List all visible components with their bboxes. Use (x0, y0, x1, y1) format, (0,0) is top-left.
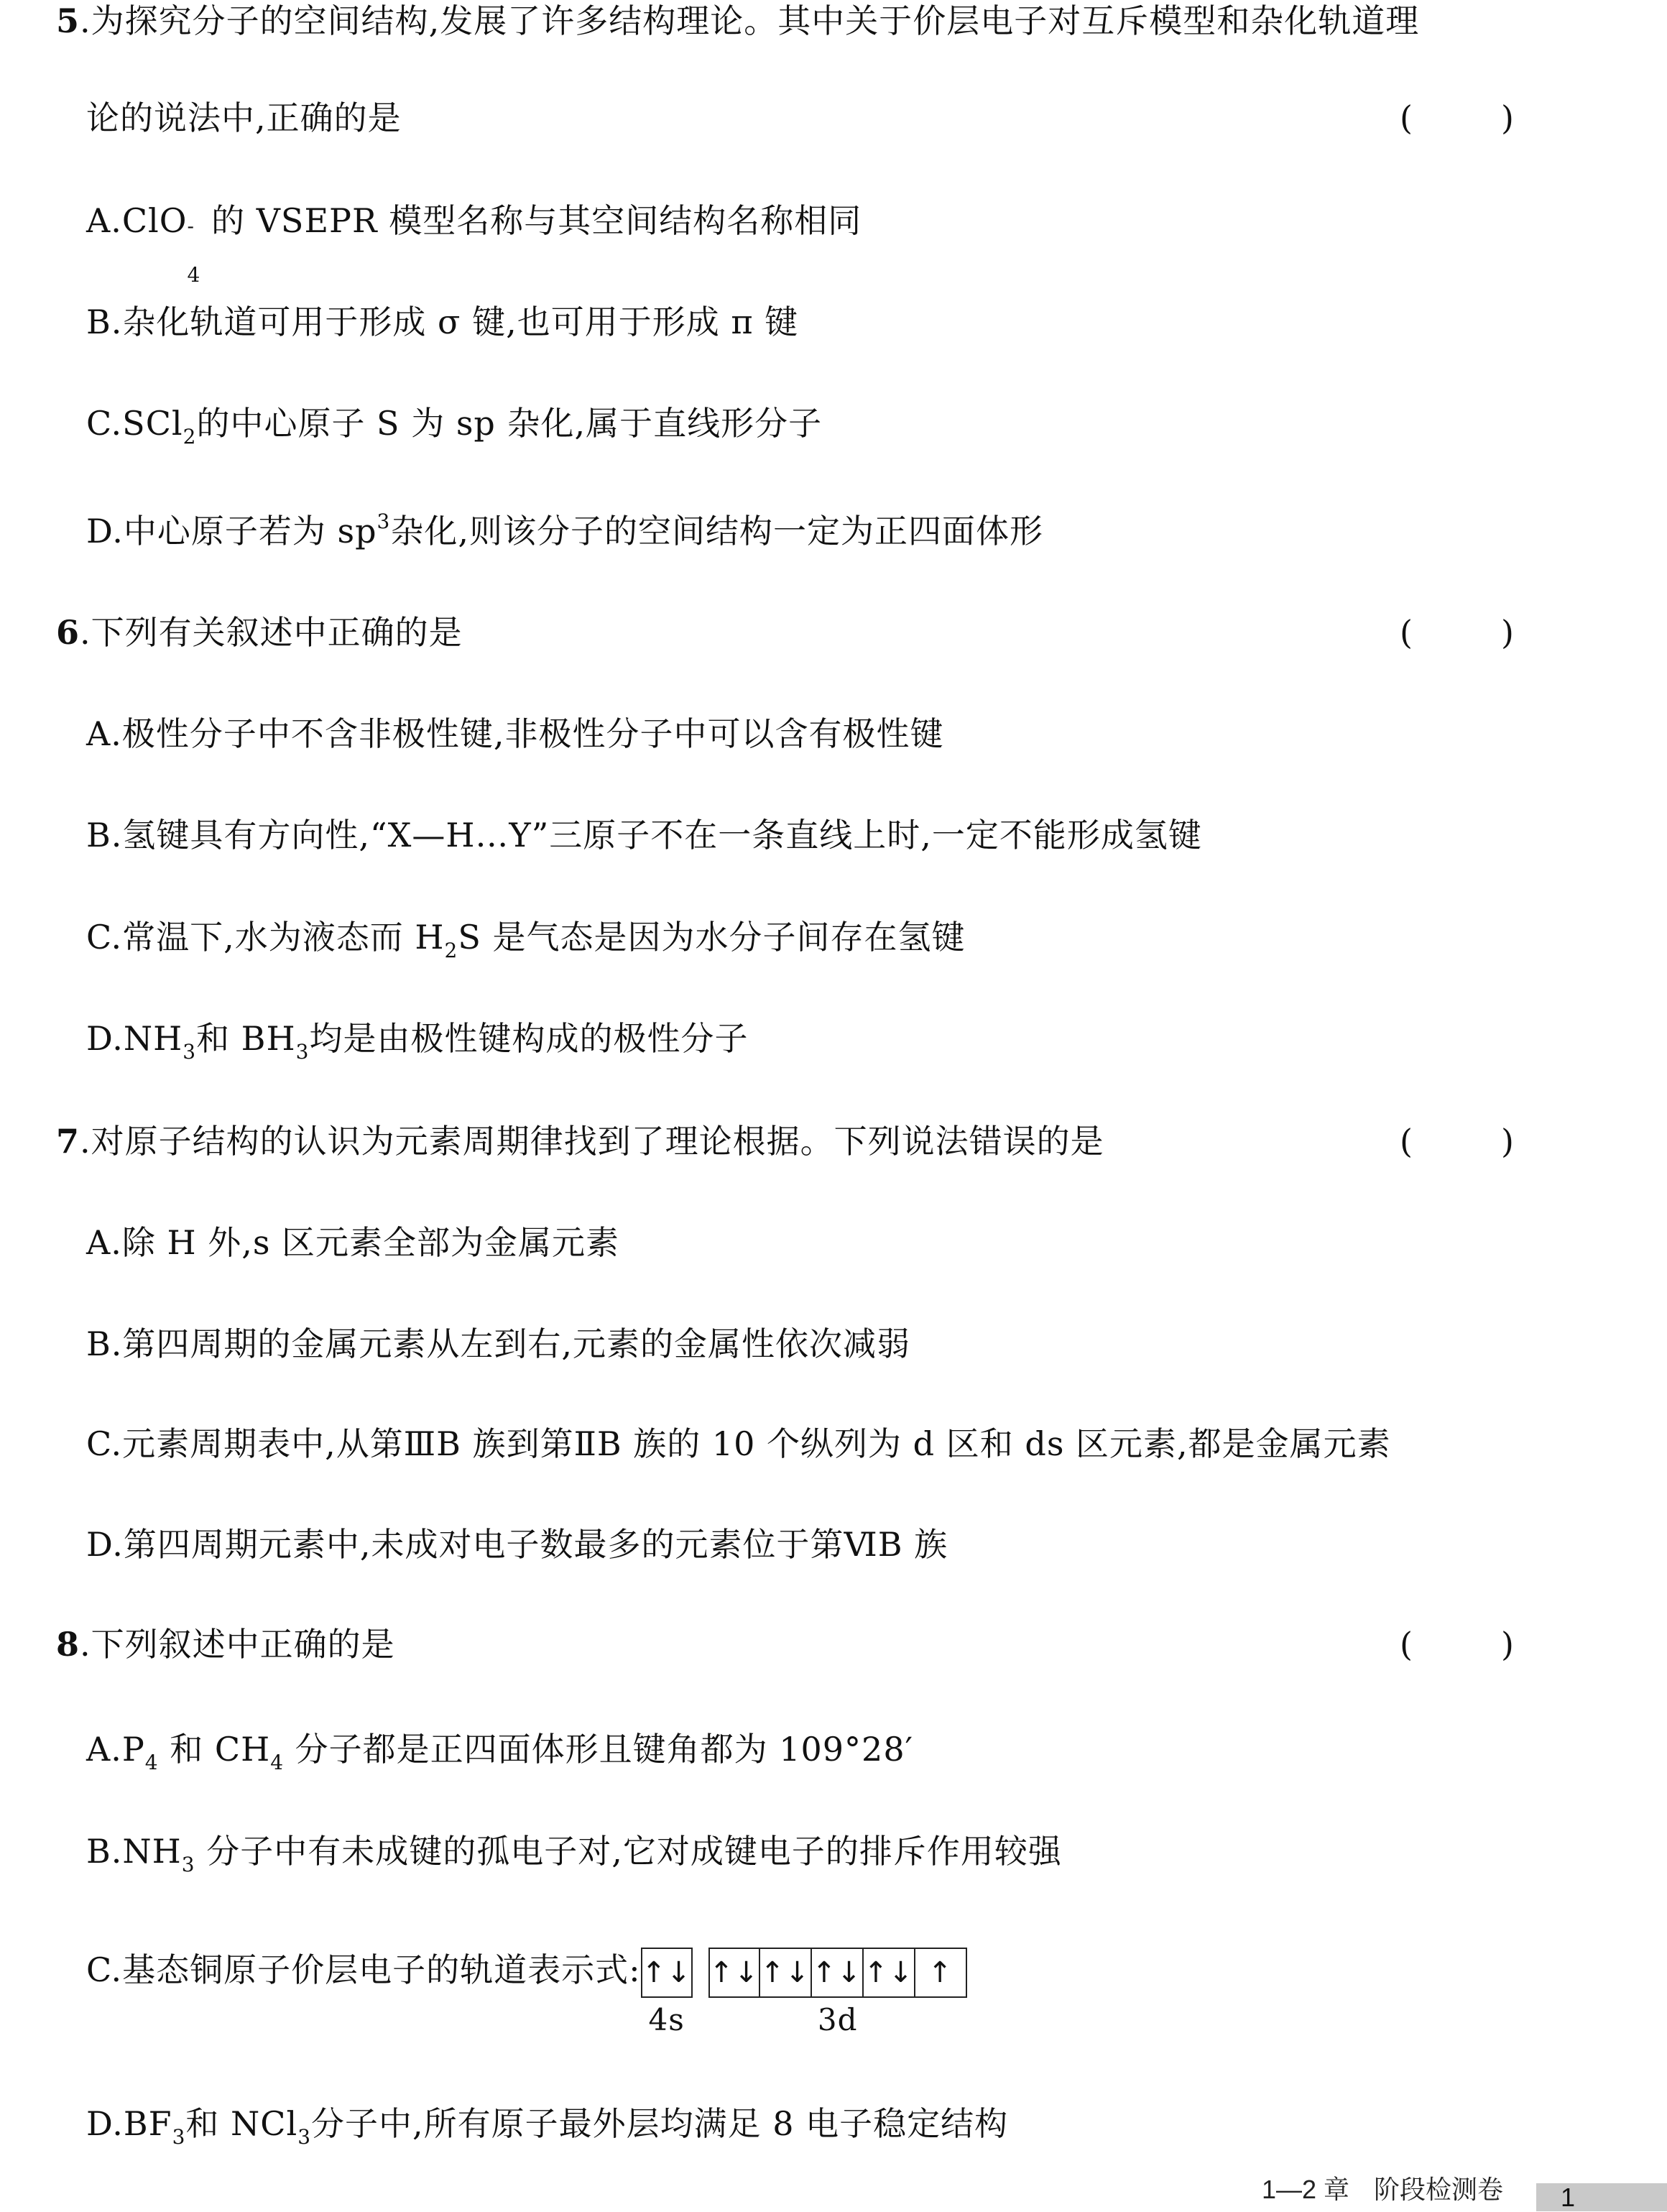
question-number: 7 (56, 1122, 80, 1161)
question-number: 5 (56, 1, 80, 40)
question-8-option-b[interactable]: $B.NH_3$ 分子中有未成键的孤电子对,它对成键电子的排斥作用较强 (86, 1832, 1062, 1876)
question-7-option-c[interactable]: C.元素周期表中,从第ⅢB 族到第ⅡB 族的 10 个纵列为 d 区和 ds 区元素,都是金属元素 (86, 1424, 1391, 1463)
question-5-option-b[interactable]: B.杂化轨道可用于形成 σ 键,也可用于形成 π 键 (86, 303, 799, 341)
orbital-box: ↑ (915, 1948, 967, 1998)
question-8-option-c[interactable]: C.基态铜原子价层电子的轨道表示式: ↑↓ 4s ↑↓ ↑↓ ↑↓ ↑↓ ↑ 3d (0, 1937, 1667, 2002)
orbital-box: ↑↓ (708, 1948, 760, 1998)
page-footer (0, 2169, 1667, 2211)
question-number: 8 (56, 1625, 80, 1664)
answer-blank: ( ) (1400, 98, 1515, 137)
question-6-option-d[interactable]: $D.NH_3$和 $BH_3$均是由极性键构成的极性分子 (86, 1019, 749, 1064)
answer-blank: ( ) (1400, 1625, 1515, 1664)
question-8-stem: 8.下列叙述中正确的是 ( ) (0, 1612, 1667, 1677)
answer-blank: ( ) (1400, 613, 1515, 652)
orbital-box: ↑↓ (641, 1948, 693, 1998)
question-8-option-d[interactable]: $D.BF_3$和 NCl$_3$分子中,所有原子最外层均满足 8 电子稳定结构 (86, 2104, 1009, 2149)
question-number: 6 (56, 613, 80, 652)
orbital-4s (641, 1948, 693, 2037)
orbital-box: ↑↓ (812, 1948, 864, 1998)
question-5-option-a[interactable]: A.ClO - 4 的 VSEPR 模型名称与其空间结构名称相同 (86, 201, 862, 287)
question-6-option-c[interactable]: C.常温下,水为液态而 $H_2S$ 是气态是因为水分子间存在氢键 (86, 918, 966, 962)
orbital-3d (708, 1948, 967, 2037)
question-6-option-b[interactable]: B.氢键具有方向性,“X—H…Y”三原子不在一条直线上时,一定不能形成氢键 (86, 816, 1202, 854)
orbital-box: ↑↓ (864, 1948, 915, 1998)
question-5-option-c[interactable]: C.SCl$_2$的中心原子 S 为 sp 杂化,属于直线形分子 (86, 404, 823, 448)
answer-blank: ( ) (1400, 1122, 1515, 1161)
question-5-stem-line2: 论的说法中,正确的是 ( ) (0, 86, 1667, 150)
question-7-option-b[interactable]: B.第四周期的金属元素从左到右,元素的金属性依次减弱 (86, 1324, 911, 1363)
question-6-stem: 6.下列有关叙述中正确的是 ( ) (0, 600, 1667, 665)
question-5-option-d[interactable]: D.中心原子若为 $sp^3$杂化,则该分子的空间结构一定为正四面体形 (86, 510, 1043, 550)
orbital-box: ↑↓ (760, 1948, 812, 1998)
orbital-label-4s: 4s (648, 2002, 685, 2037)
question-5-stem-line1: 5.为探究分子的空间结构,发展了许多结构理论。其中关于价层电子对互斥模型和杂化轨道理 (56, 1, 1420, 40)
orbital-label-3d: 3d (817, 2002, 858, 2037)
footer-label: 1—2 章 阶段检测卷 (1262, 2175, 1504, 2204)
question-7-stem: 7.对原子结构的认识为元素周期律找到了理论根据。下列说法错误的是 ( ) (0, 1109, 1667, 1174)
page-number: 1 (1536, 2183, 1667, 2211)
question-6-option-a[interactable]: A.极性分子中不含非极性键,非极性分子中可以含有极性键 (86, 714, 944, 753)
question-7-option-a[interactable]: A.除 H 外,s 区元素全部为金属元素 (86, 1223, 620, 1262)
question-8-option-a[interactable]: $A.P_4$ 和 $CH_4$ 分子都是正四面体形且键角都为 109°28′ (86, 1730, 914, 1774)
question-7-option-d[interactable]: D.第四周期元素中,未成对电子数最多的元素位于第ⅥB 族 (86, 1525, 948, 1564)
